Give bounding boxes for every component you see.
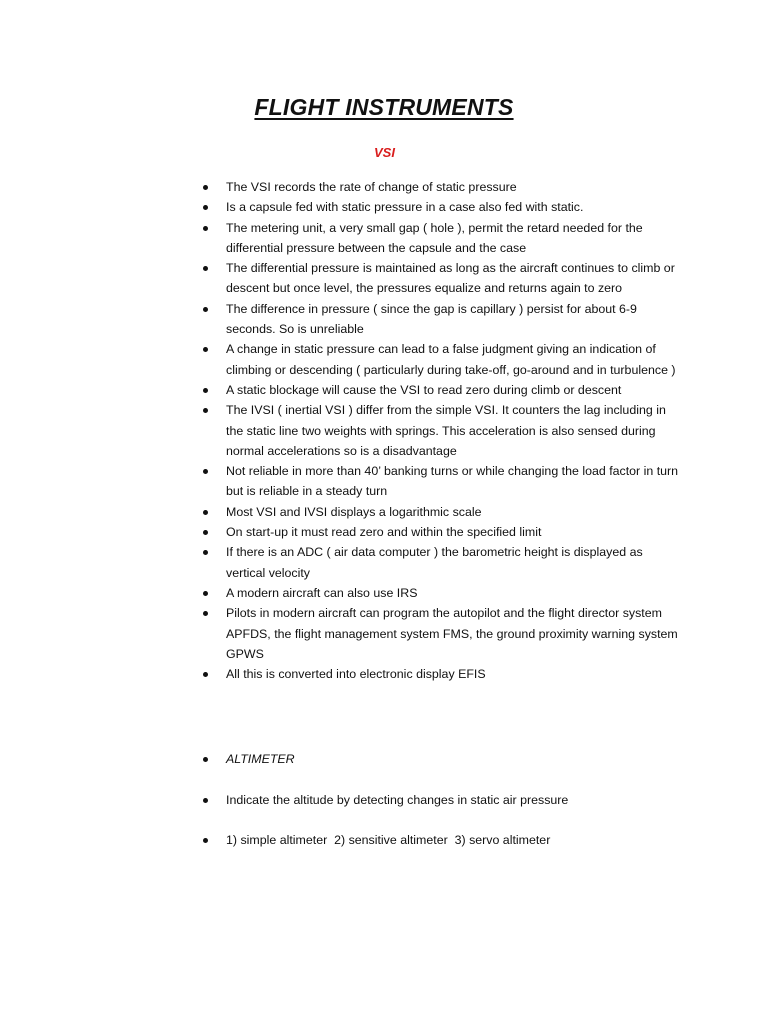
bullet-icon xyxy=(203,226,208,231)
section-heading-altimeter xyxy=(200,749,295,769)
bullet-icon xyxy=(203,550,208,555)
list-item xyxy=(200,197,680,217)
list-item-text: All this is converted into electronic display EFIS xyxy=(226,667,486,682)
bullet-icon xyxy=(203,757,208,762)
list-item-text: A static blockage will cause the VSI to read zero during climb or descent xyxy=(226,382,622,397)
list-item-text: The IVSI ( inertial VSI ) differ from the simple VSI. It counters the lag including in the static line two weights with springs. This acceleration is also sensed during normal accelerations so is a disadvantage xyxy=(226,403,666,458)
bullet-icon xyxy=(203,347,208,352)
list-item-text: Pilots in modern aircraft can program the autopilot and the flight director system APFDS, the flight management system FMS, the ground proximity warning system GPWS xyxy=(226,606,678,661)
bullet-icon xyxy=(203,185,208,190)
list-item xyxy=(200,258,680,299)
bullet-icon xyxy=(203,388,208,393)
bullet-icon xyxy=(203,591,208,596)
list-item-text: Indicate the altitude by detecting changes in static air pressure xyxy=(226,793,569,807)
list-item xyxy=(200,299,680,340)
altimeter-heading-text: ALTIMETER xyxy=(226,752,295,766)
bullet-icon xyxy=(203,266,208,271)
page-title: FLIGHT INSTRUMENTS xyxy=(254,94,514,120)
list-item-text: The VSI records the rate of change of static pressure xyxy=(226,180,517,194)
bullet-icon xyxy=(203,838,208,843)
list-item-text: Is a capsule fed with static pressure in a case also fed with static. xyxy=(226,200,584,215)
bullet-icon xyxy=(203,205,208,210)
list-item xyxy=(200,218,680,259)
bullet-icon xyxy=(203,469,208,474)
bullet-icon xyxy=(203,611,208,616)
list-item xyxy=(200,790,568,810)
list-item-text: The difference in pressure ( since the gap is capillary ) persist for about 6-9 seconds. So is unreliable xyxy=(226,301,637,337)
list-item xyxy=(200,177,680,197)
list-item xyxy=(200,461,680,502)
list-item-text: On start-up it must read zero and within the specified limit xyxy=(226,525,542,540)
list-item xyxy=(200,664,680,684)
list-item-text: A change in static pressure can lead to a false judgment giving an indication of climbing or descending ( particularly during take-off, go-around and in turbulence ) xyxy=(226,342,676,377)
list-item-text: Most VSI and IVSI displays a logarithmic scale xyxy=(226,504,482,519)
list-item xyxy=(200,583,680,603)
list-item xyxy=(200,603,680,664)
list-item xyxy=(200,522,680,542)
list-item-text: The metering unit, a very small gap ( hole ), permit the retard needed for the differential pressure between the capsule and the case xyxy=(226,220,643,255)
list-item-text: Not reliable in more than 40’ banking turns or while changing the load factor in turn but is reliable in a steady turn xyxy=(226,464,679,499)
list-item-text: If there is an ADC ( air data computer ) the barometric height is displayed as vertical velocity xyxy=(226,545,643,580)
bullet-icon xyxy=(203,408,208,413)
list-item-text: The differential pressure is maintained as long as the aircraft continues to climb or descent but once level, the pressures equalize and returns again to zero xyxy=(226,261,675,296)
list-item xyxy=(200,542,680,583)
bullet-icon xyxy=(203,510,208,515)
list-item-text: 1) simple altimeter 2) sensitive altimeter 3) servo altimeter xyxy=(226,833,551,847)
bullet-icon xyxy=(203,307,208,312)
vsi-bullet-list xyxy=(200,177,680,684)
list-item xyxy=(200,502,680,522)
bullet-icon xyxy=(203,672,208,677)
bullet-icon xyxy=(203,798,208,803)
list-item xyxy=(200,830,550,850)
list-item xyxy=(200,400,680,461)
section-heading-vsi: VSI xyxy=(374,145,395,160)
list-item xyxy=(200,339,680,380)
list-item-text: A modern aircraft can also use IRS xyxy=(226,585,418,600)
list-item xyxy=(200,380,680,400)
bullet-icon xyxy=(203,530,208,535)
